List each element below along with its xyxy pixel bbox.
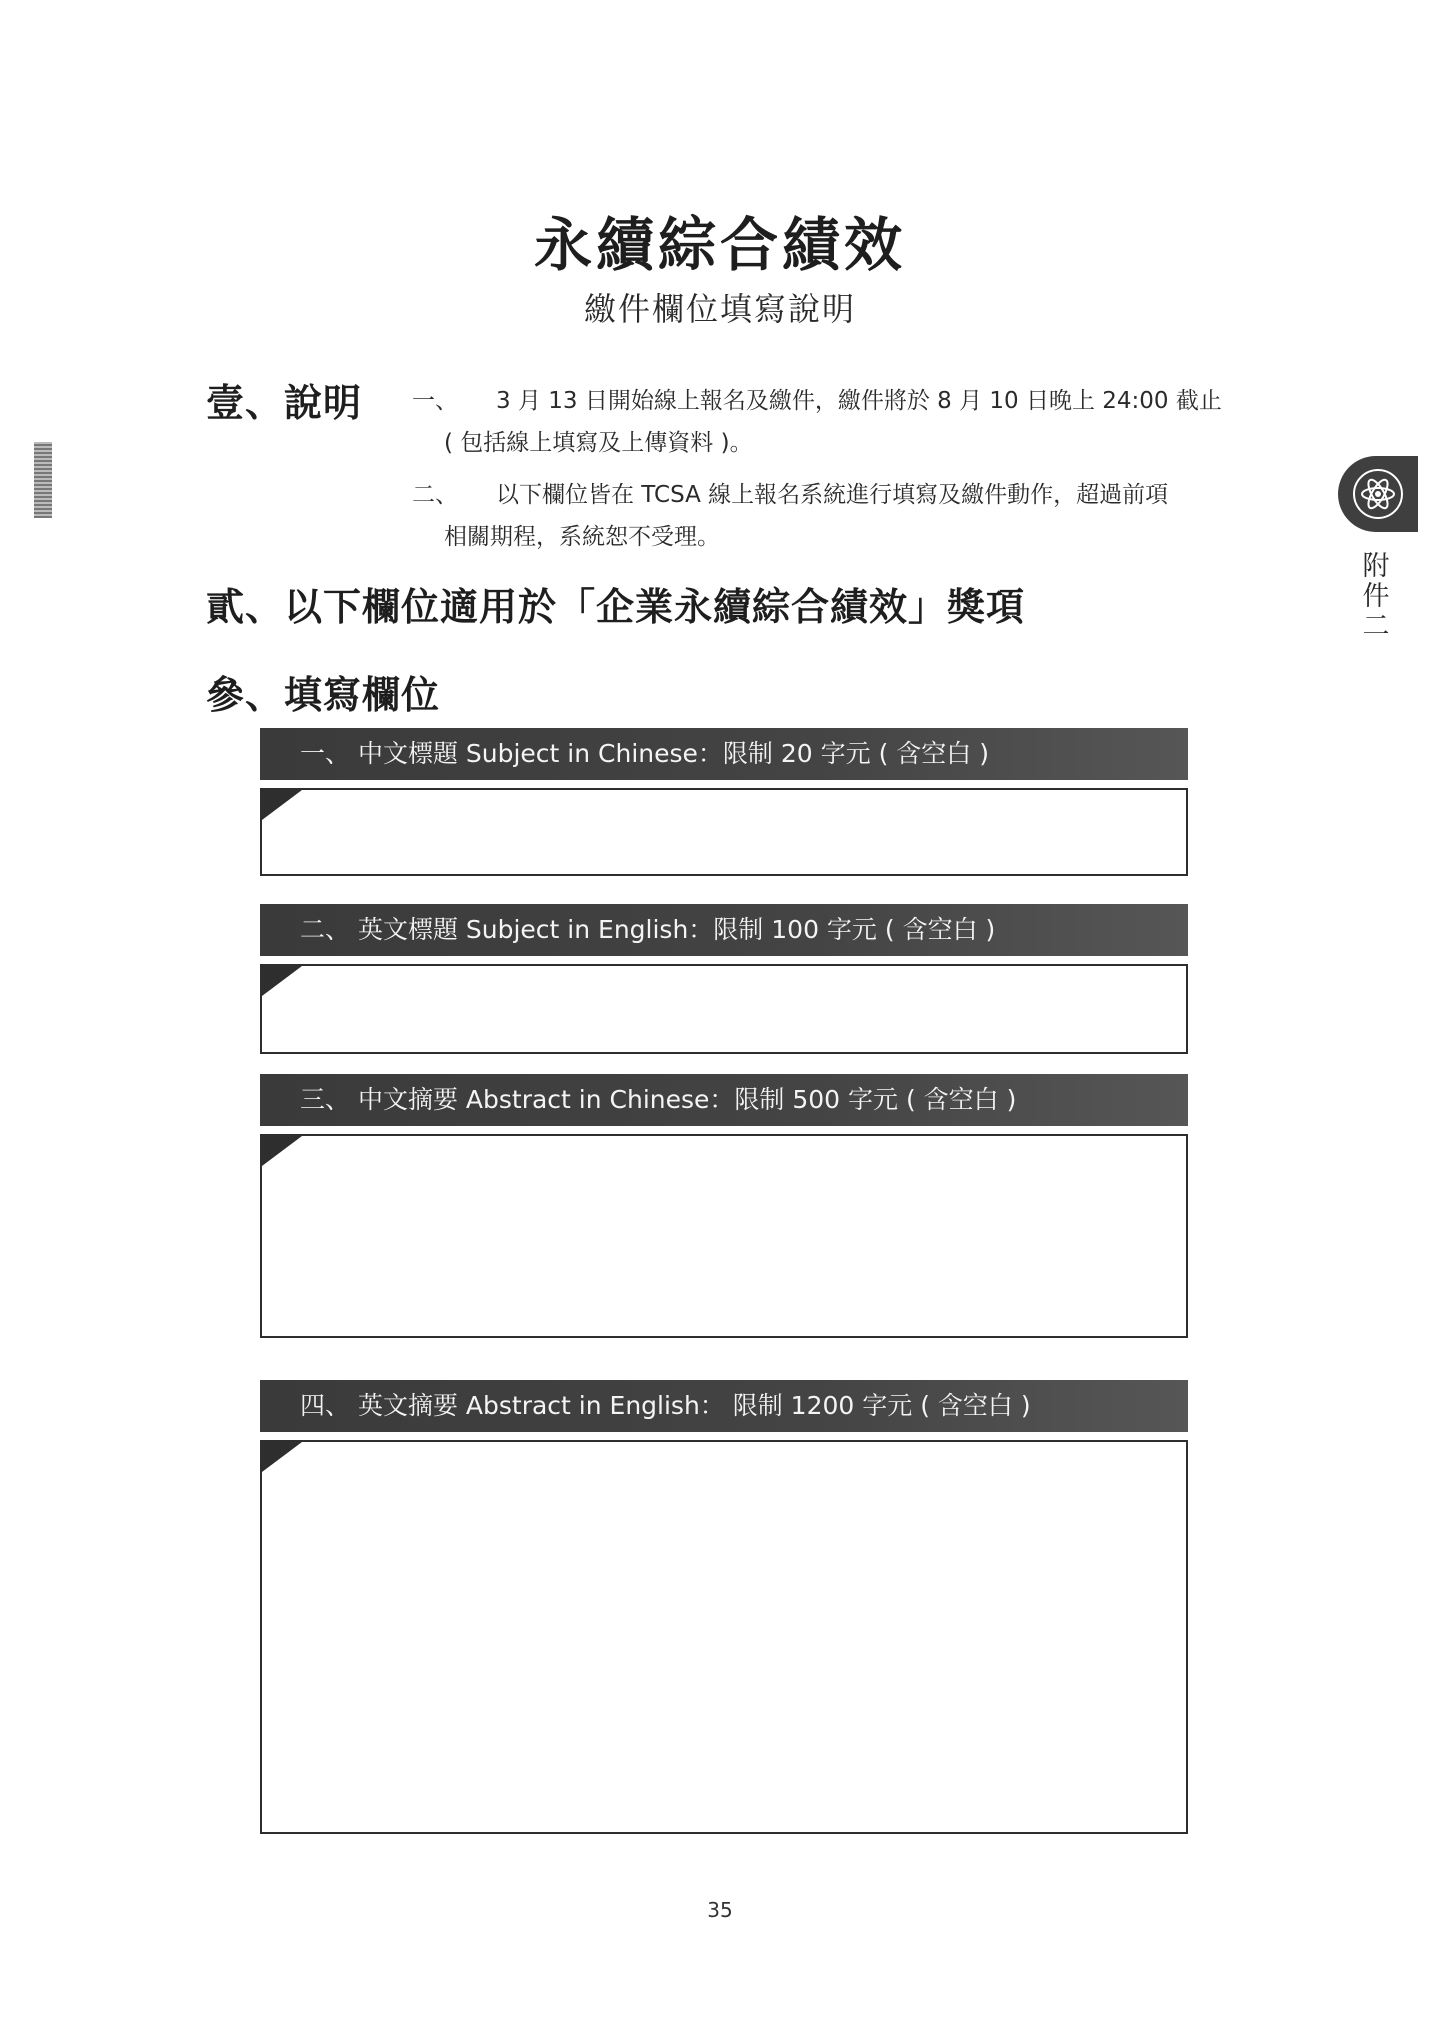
english-subject-input[interactable] [260,964,1188,1054]
form-field-chinese-abstract [260,1074,1188,1338]
item-2-line-2: 相關期程，系統恕不受理。 [444,524,720,550]
section-heading-fields: 參、填寫欄位 [206,673,441,717]
field-header-chinese-subject: 一、 中文標題 Subject in Chinese：限制 20 字元 ( 含空白 ) [260,728,1188,780]
form-field-english-abstract [260,1380,1188,1834]
item-1-line-2: ( 包括線上填寫及上傳資料 )。 [444,430,753,456]
item-number-1: 一、 [412,388,458,414]
appendix-tab [1338,456,1418,532]
corner-mark [262,966,302,996]
document-subtitle: 繳件欄位填寫說明 [583,290,856,328]
form-field-english-subject [260,904,1188,1054]
corner-mark [262,1442,302,1472]
field-header-english-subject: 二、 英文標題 Subject in English：限制 100 字元 ( 含空白 ) [260,904,1188,956]
field-header-english-abstract: 四、 英文摘要 Abstract in English： 限制 1200 字元 ( 含空白 ) [260,1380,1188,1432]
page-number: 35 [707,1898,733,1922]
corner-mark [262,790,302,820]
field-header-chinese-abstract: 三、 中文摘要 Abstract in Chinese：限制 500 字元 ( 含空白 ) [260,1074,1188,1126]
section-heading-explanation: 壹、說明 [206,381,363,425]
appendix-label: 附件二 [1362,551,1390,642]
item-number-2: 二、 [412,482,458,508]
item-1-line-1: 3 月 13 日開始線上報名及繳件，繳件將於 8 月 10 日晚上 24:00 截止 [496,388,1222,414]
scan-edge-mark [34,442,52,518]
section-heading-applicability: 貳、以下欄位適用於「企業永續綜合績效」獎項 [206,585,1026,629]
chinese-abstract-input[interactable] [260,1134,1188,1338]
corner-mark [262,1136,302,1166]
form-field-chinese-subject [260,728,1188,876]
item-2-line-1: 以下欄位皆在 TCSA 線上報名系統進行填寫及繳件動作，超過前項 [496,482,1169,508]
chinese-subject-input[interactable] [260,788,1188,876]
document-title: 永續綜合績效 [533,211,906,279]
english-abstract-input[interactable] [260,1440,1188,1834]
atom-icon [1350,466,1406,522]
